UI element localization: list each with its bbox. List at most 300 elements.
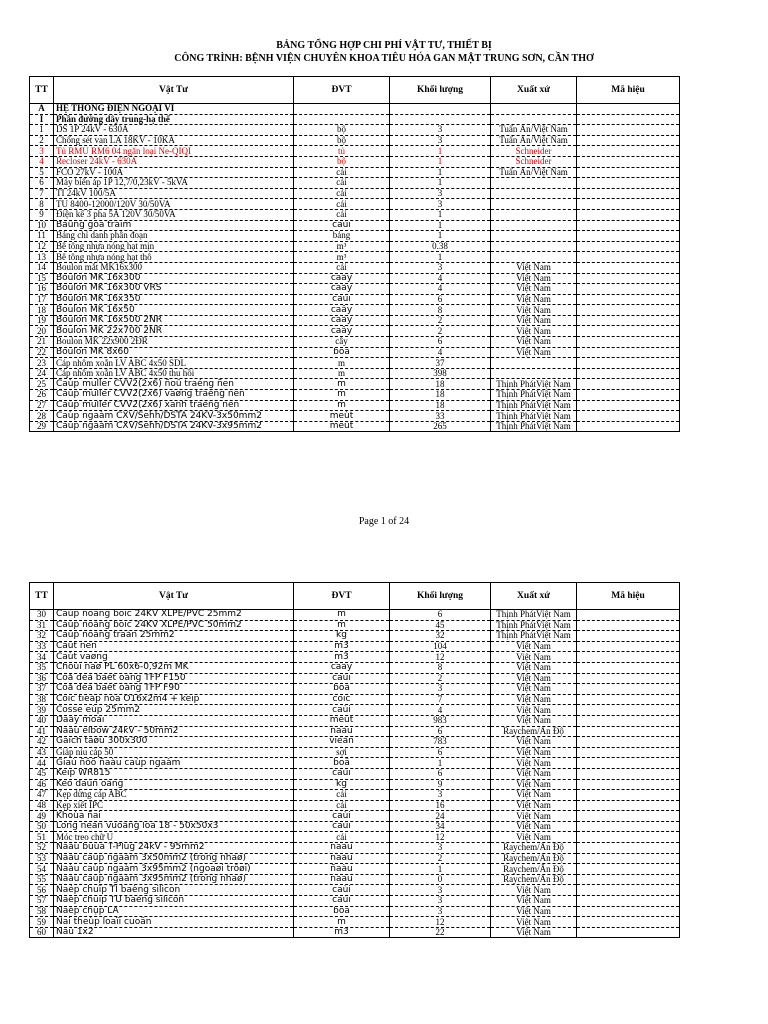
table-row xyxy=(30,843,680,854)
row-tt: 22 xyxy=(30,347,54,358)
row-item-name: Bê tông nhựa nóng hạt mịn xyxy=(54,241,294,252)
table-row xyxy=(30,178,680,189)
row-item-name: Caùt vaøng xyxy=(54,652,294,663)
row-code xyxy=(577,231,680,242)
table-row xyxy=(30,662,680,673)
row-item-name: Caùp ñoàng traàn 25mm2 xyxy=(54,631,294,642)
row-origin: Việt Nam xyxy=(491,790,577,801)
table-row xyxy=(30,694,680,705)
row-code xyxy=(577,843,680,854)
row-item-name: Boulon mắt MK16x300 xyxy=(54,262,294,273)
table-row xyxy=(30,220,680,231)
row-unit: caây xyxy=(294,284,390,295)
row-quantity: 12 xyxy=(390,652,491,663)
row-unit xyxy=(294,114,390,125)
row-code xyxy=(577,199,680,210)
row-quantity: 3 xyxy=(390,790,491,801)
row-origin: Việt Nam xyxy=(491,800,577,811)
header-vat-tu: Vật Tư xyxy=(54,583,294,610)
row-tt: 12 xyxy=(30,241,54,252)
row-code xyxy=(577,684,680,695)
row-item-name: Daây moài xyxy=(54,715,294,726)
row-quantity: 0.38 xyxy=(390,241,491,252)
row-item-name: Caùt ñen xyxy=(54,641,294,652)
row-origin: Thịnh PhátViệt Nam xyxy=(491,400,577,411)
table-row xyxy=(30,927,680,938)
row-code xyxy=(577,705,680,716)
row-origin: Raychem/Ấn Độ xyxy=(491,726,577,737)
row-tt: 6 xyxy=(30,178,54,189)
row-tt: 27 xyxy=(30,400,54,411)
row-code xyxy=(577,896,680,907)
row-quantity: 1 xyxy=(390,231,491,242)
row-item-name: Gaïch taøu 300x300 xyxy=(54,737,294,748)
table-row xyxy=(30,273,680,284)
header-khoi-luong: Khối lượng xyxy=(390,77,491,104)
row-origin: Raychem/Ấn Độ xyxy=(491,874,577,885)
row-origin: Thịnh PhátViệt Nam xyxy=(491,610,577,621)
table-row xyxy=(30,114,680,125)
row-tt: 30 xyxy=(30,610,54,621)
row-tt: 19 xyxy=(30,315,54,326)
row-unit: m xyxy=(294,358,390,369)
table-row xyxy=(30,368,680,379)
table-row xyxy=(30,358,680,369)
row-quantity: 12 xyxy=(390,832,491,843)
table-row xyxy=(30,347,680,358)
row-quantity: 398 xyxy=(390,368,491,379)
row-tt: 5 xyxy=(30,167,54,178)
row-quantity: 6 xyxy=(390,768,491,779)
row-origin: Việt Nam xyxy=(491,273,577,284)
row-origin: Việt Nam xyxy=(491,811,577,822)
row-quantity: 3 xyxy=(390,684,491,695)
row-tt: 36 xyxy=(30,673,54,684)
row-origin xyxy=(491,252,577,263)
row-origin: Thịnh PhátViệt Nam xyxy=(491,421,577,432)
row-unit: tủ xyxy=(294,146,390,157)
row-item-name: Boulon MK 16x300 xyxy=(54,273,294,284)
table-row xyxy=(30,652,680,663)
row-item-name: Caùp muller CVV2(2x6) xanh traéng ñen xyxy=(54,400,294,411)
row-unit: caây xyxy=(294,305,390,316)
row-tt: 16 xyxy=(30,284,54,295)
table-row xyxy=(30,199,680,210)
row-unit: meùt xyxy=(294,421,390,432)
row-tt: 15 xyxy=(30,273,54,284)
row-origin: Việt Nam xyxy=(491,885,577,896)
row-unit: cái xyxy=(294,800,390,811)
row-tt: I xyxy=(30,114,54,125)
row-quantity: 37 xyxy=(390,358,491,369)
row-unit: cái xyxy=(294,262,390,273)
row-unit: ñaàu xyxy=(294,843,390,854)
row-tt: 2 xyxy=(30,135,54,146)
materials-table-page2 xyxy=(29,582,680,938)
row-code xyxy=(577,641,680,652)
row-quantity: 4 xyxy=(390,284,491,295)
row-unit: caùi xyxy=(294,811,390,822)
row-origin xyxy=(491,199,577,210)
row-code xyxy=(577,390,680,401)
row-item-name: Caùp ñoàng boïc 24KV XLPE/PVC 50mm2 xyxy=(54,620,294,631)
row-unit: ñaàu xyxy=(294,864,390,875)
row-origin: Thịnh PhátViệt Nam xyxy=(491,411,577,422)
row-code xyxy=(577,874,680,885)
row-code xyxy=(577,927,680,938)
row-quantity: 3 xyxy=(390,188,491,199)
row-tt: 1 xyxy=(30,125,54,136)
header-ma-hieu: Mã hiệu xyxy=(577,583,680,610)
row-tt: 40 xyxy=(30,715,54,726)
table-row xyxy=(30,379,680,390)
table-row xyxy=(30,790,680,801)
row-quantity: 1 xyxy=(390,167,491,178)
row-unit: boä xyxy=(294,758,390,769)
row-tt: A xyxy=(30,104,54,115)
row-item-name: Naép chuïp TU baèng silicon xyxy=(54,896,294,907)
row-unit: bộ xyxy=(294,135,390,146)
row-quantity: 4 xyxy=(390,273,491,284)
row-code xyxy=(577,832,680,843)
table-row xyxy=(30,737,680,748)
row-code xyxy=(577,294,680,305)
row-unit: m3 xyxy=(294,927,390,938)
row-code xyxy=(577,906,680,917)
row-code xyxy=(577,347,680,358)
row-tt: 31 xyxy=(30,620,54,631)
row-item-name: Caùp muller CVV2(2x6) vaøng traéng ñen xyxy=(54,390,294,401)
row-unit: caùi xyxy=(294,705,390,716)
row-code xyxy=(577,146,680,157)
row-item-name: Caùp muller CVV2(2x6) ñoû traéng ñen xyxy=(54,379,294,390)
table-header-row xyxy=(30,77,680,104)
table-row xyxy=(30,726,680,737)
row-unit: coïc xyxy=(294,694,390,705)
row-unit: meùt xyxy=(294,715,390,726)
row-unit xyxy=(294,104,390,115)
row-code xyxy=(577,411,680,422)
table-row xyxy=(30,832,680,843)
row-unit: bộ xyxy=(294,125,390,136)
table-row xyxy=(30,421,680,432)
row-quantity: 12 xyxy=(390,917,491,928)
row-item-name: Giaù ñôõ ñaàu caùp ngaàm xyxy=(54,758,294,769)
row-origin: Việt Nam xyxy=(491,347,577,358)
row-item-name: Giáp níu cáp 50 xyxy=(54,747,294,758)
table-row xyxy=(30,167,680,178)
row-quantity: 3 xyxy=(390,125,491,136)
row-quantity: 18 xyxy=(390,400,491,411)
row-item-name: Kẹp xiết IPC xyxy=(54,800,294,811)
table-row xyxy=(30,917,680,928)
table-row xyxy=(30,758,680,769)
row-code xyxy=(577,864,680,875)
row-unit: caùi xyxy=(294,885,390,896)
row-unit: vieân xyxy=(294,737,390,748)
row-tt: 10 xyxy=(30,220,54,231)
row-origin: Việt Nam xyxy=(491,821,577,832)
row-item-name: Ñaàu caùp ngaàm 3x95mm2 (trong nhaø) xyxy=(54,874,294,885)
row-code xyxy=(577,673,680,684)
row-code xyxy=(577,662,680,673)
row-origin: Tuấn Ân/Việt Nam xyxy=(491,125,577,136)
row-quantity: 1 xyxy=(390,864,491,875)
row-unit: boä xyxy=(294,684,390,695)
row-tt: 58 xyxy=(30,906,54,917)
table-row xyxy=(30,209,680,220)
table-row xyxy=(30,620,680,631)
table-row xyxy=(30,821,680,832)
row-tt: 17 xyxy=(30,294,54,305)
row-quantity: 3 xyxy=(390,896,491,907)
table-row xyxy=(30,705,680,716)
row-origin xyxy=(491,231,577,242)
row-quantity: 0 xyxy=(390,874,491,885)
row-origin: Schneider xyxy=(491,146,577,157)
row-item-name: Tủ RMU RM6 04 ngăn loại Ne-QIQI xyxy=(54,146,294,157)
row-code xyxy=(577,104,680,115)
row-origin: Schneider xyxy=(491,156,577,167)
table-row xyxy=(30,337,680,348)
row-item-name: Boulon MK 16x50 xyxy=(54,305,294,316)
table-row xyxy=(30,188,680,199)
row-unit: caây xyxy=(294,273,390,284)
row-code xyxy=(577,400,680,411)
row-quantity: 3 xyxy=(390,885,491,896)
row-quantity: 34 xyxy=(390,821,491,832)
row-unit: caùi xyxy=(294,821,390,832)
row-code xyxy=(577,262,680,273)
row-tt: 23 xyxy=(30,358,54,369)
row-tt: 39 xyxy=(30,705,54,716)
row-origin: Việt Nam xyxy=(491,906,577,917)
row-tt: 57 xyxy=(30,896,54,907)
table-row xyxy=(30,811,680,822)
row-code xyxy=(577,241,680,252)
row-item-name: Coå deà baét oáng TFP F90 xyxy=(54,684,294,695)
row-origin: Việt Nam xyxy=(491,694,577,705)
row-quantity: 18 xyxy=(390,390,491,401)
row-code xyxy=(577,631,680,642)
table-row xyxy=(30,104,680,115)
row-tt: 37 xyxy=(30,684,54,695)
row-tt: 52 xyxy=(30,843,54,854)
row-tt: 43 xyxy=(30,747,54,758)
row-code xyxy=(577,114,680,125)
row-origin: Việt Nam xyxy=(491,315,577,326)
row-code xyxy=(577,379,680,390)
row-unit: m³ xyxy=(294,252,390,263)
row-quantity: 104 xyxy=(390,641,491,652)
row-code xyxy=(577,305,680,316)
row-tt: 25 xyxy=(30,379,54,390)
row-item-name: Móc treo chữ U xyxy=(54,832,294,843)
row-unit: m xyxy=(294,368,390,379)
header-dvt: ĐVT xyxy=(294,77,390,104)
table-header-row xyxy=(30,583,680,610)
row-quantity: 2 xyxy=(390,673,491,684)
row-origin: Việt Nam xyxy=(491,747,577,758)
table-row xyxy=(30,673,680,684)
row-quantity: 22 xyxy=(390,927,491,938)
row-item-name: Ñaàu caùp ngaàm 3x95mm2 (ngoaøi trôøi) xyxy=(54,864,294,875)
table-row xyxy=(30,874,680,885)
row-quantity: 9 xyxy=(390,779,491,790)
row-item-name: FCO 27kV - 100A xyxy=(54,167,294,178)
row-code xyxy=(577,135,680,146)
row-quantity: 6 xyxy=(390,337,491,348)
row-quantity: 1 xyxy=(390,252,491,263)
row-tt: 21 xyxy=(30,337,54,348)
row-item-name: Boulon MK 22x700 2ÑR xyxy=(54,326,294,337)
header-dvt: ĐVT xyxy=(294,583,390,610)
row-unit: sợi xyxy=(294,747,390,758)
table-row xyxy=(30,853,680,864)
row-unit: m xyxy=(294,620,390,631)
row-tt: 60 xyxy=(30,927,54,938)
row-unit: m xyxy=(294,917,390,928)
row-code xyxy=(577,652,680,663)
row-origin: Raychem/Ấn Độ xyxy=(491,864,577,875)
row-origin xyxy=(491,241,577,252)
row-origin xyxy=(491,114,577,125)
row-tt: 29 xyxy=(30,421,54,432)
row-tt: 49 xyxy=(30,811,54,822)
row-unit: m xyxy=(294,379,390,390)
row-origin: Thịnh PhátViệt Nam xyxy=(491,620,577,631)
row-item-name: Boulon MK 16x300 VRS xyxy=(54,284,294,295)
row-unit: meùt xyxy=(294,411,390,422)
row-tt: 14 xyxy=(30,262,54,273)
row-code xyxy=(577,620,680,631)
table-row xyxy=(30,252,680,263)
row-quantity: 3 xyxy=(390,135,491,146)
row-unit: m3 xyxy=(294,652,390,663)
row-code xyxy=(577,178,680,189)
row-quantity: 2 xyxy=(390,326,491,337)
row-tt: 56 xyxy=(30,885,54,896)
row-code xyxy=(577,156,680,167)
row-origin: Thịnh PhátViệt Nam xyxy=(491,379,577,390)
row-quantity: 16 xyxy=(390,800,491,811)
row-item-name: Ñai theùp loaïi cuoän xyxy=(54,917,294,928)
row-code xyxy=(577,610,680,621)
row-unit: caùi xyxy=(294,896,390,907)
row-unit: cái xyxy=(294,188,390,199)
row-quantity: 3 xyxy=(390,199,491,210)
materials-table-page1 xyxy=(29,76,680,432)
row-tt: 18 xyxy=(30,305,54,316)
row-unit: cái xyxy=(294,167,390,178)
row-item-name: Long ñeàn vuoâng loã 18 - 50x50x3 xyxy=(54,821,294,832)
row-quantity: 265 xyxy=(390,421,491,432)
row-code xyxy=(577,273,680,284)
row-code xyxy=(577,188,680,199)
row-unit: cái xyxy=(294,199,390,210)
row-item-name: Bê tông nhựa nóng hạt thô xyxy=(54,252,294,263)
row-origin xyxy=(491,188,577,199)
table-row xyxy=(30,400,680,411)
row-quantity: 3 xyxy=(390,843,491,854)
table-row xyxy=(30,284,680,295)
row-quantity: 2 xyxy=(390,315,491,326)
table-row xyxy=(30,231,680,242)
table-row xyxy=(30,864,680,875)
row-quantity: 2 xyxy=(390,853,491,864)
row-unit: caây xyxy=(294,326,390,337)
table-row xyxy=(30,684,680,695)
table-row xyxy=(30,896,680,907)
row-tt: 9 xyxy=(30,209,54,220)
row-code xyxy=(577,315,680,326)
row-quantity: 6 xyxy=(390,726,491,737)
row-quantity: 33 xyxy=(390,411,491,422)
table-row xyxy=(30,146,680,157)
row-unit: m³ xyxy=(294,241,390,252)
row-quantity: 45 xyxy=(390,620,491,631)
row-origin: Thịnh PhátViệt Nam xyxy=(491,631,577,642)
row-tt: 33 xyxy=(30,641,54,652)
row-quantity: 4 xyxy=(390,347,491,358)
row-code xyxy=(577,821,680,832)
row-item-name: Ñaù 1x2 xyxy=(54,927,294,938)
row-code xyxy=(577,368,680,379)
row-item-name: Cosse eùp 25mm2 xyxy=(54,705,294,716)
row-origin: Tuấn Ân/Việt Nam xyxy=(491,135,577,146)
row-tt: 4 xyxy=(30,156,54,167)
row-tt: 3 xyxy=(30,146,54,157)
row-unit: bảng xyxy=(294,231,390,242)
row-tt: 32 xyxy=(30,631,54,642)
row-tt: 42 xyxy=(30,737,54,748)
table-row xyxy=(30,715,680,726)
row-unit: boä xyxy=(294,906,390,917)
row-tt: 8 xyxy=(30,199,54,210)
row-unit: cây xyxy=(294,337,390,348)
row-item-name: HỆ THỐNG ĐIỆN NGOẠI VI xyxy=(54,104,294,115)
row-origin: Việt Nam xyxy=(491,896,577,907)
header-tt: TT xyxy=(30,583,54,610)
row-code xyxy=(577,800,680,811)
row-origin xyxy=(491,178,577,189)
row-item-name: Boulon MK 16x350 xyxy=(54,294,294,305)
row-origin: Việt Nam xyxy=(491,305,577,316)
row-code xyxy=(577,284,680,295)
row-origin: Việt Nam xyxy=(491,662,577,673)
row-quantity: 7 xyxy=(390,694,491,705)
row-tt: 28 xyxy=(30,411,54,422)
row-item-name: Máy biến áp 1P 12,7/0,23kV - 5kVA xyxy=(54,178,294,189)
row-unit: cái xyxy=(294,832,390,843)
project-title: CÔNG TRÌNH: BỆNH VIỆN CHUYÊN KHOA TIÊU HÓA GAN MẬT TRUNG SƠN, CẦN THƠ xyxy=(174,53,594,64)
row-item-name: Phần đường dây trung-hạ thế xyxy=(54,114,294,125)
row-origin: Tuấn Ân/Việt Nam xyxy=(491,167,577,178)
row-code xyxy=(577,758,680,769)
row-quantity: 1 xyxy=(390,178,491,189)
row-code xyxy=(577,326,680,337)
row-origin: Việt Nam xyxy=(491,917,577,928)
row-tt: 24 xyxy=(30,368,54,379)
row-origin: Việt Nam xyxy=(491,715,577,726)
row-code xyxy=(577,358,680,369)
row-origin xyxy=(491,209,577,220)
row-origin: Việt Nam xyxy=(491,832,577,843)
row-unit: kg xyxy=(294,779,390,790)
row-code xyxy=(577,853,680,864)
row-item-name: Ñaàu elbow 24kV - 50mm2 xyxy=(54,726,294,737)
row-origin: Việt Nam xyxy=(491,326,577,337)
